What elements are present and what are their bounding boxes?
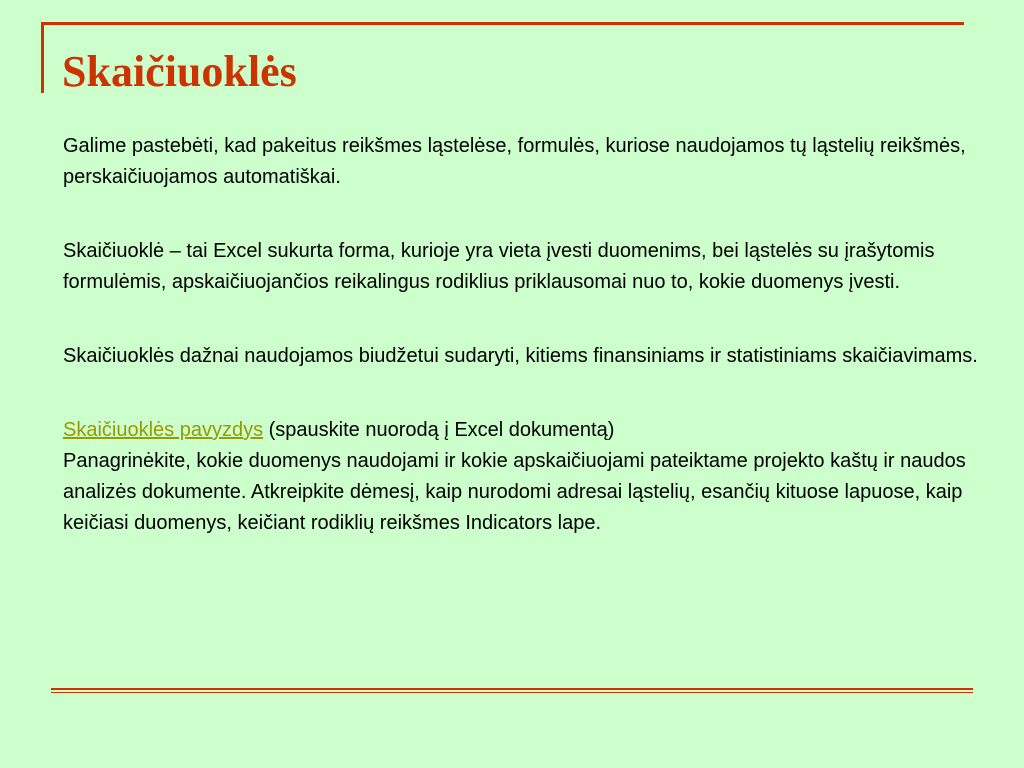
spreadsheet-example-link[interactable]: Skaičiuoklės pavyzdys	[63, 419, 264, 441]
paragraph-spreadsheet-definition: Skaičiuoklė – tai Excel sukurta forma, kurioje yra vieta įvesti duomenims, bei ląstelės su įrašytomis formulėmis, apskaičiuojančios reikalingus rodiklius priklausomai nuo to, kokie duomenys įvesti.	[63, 240, 935, 293]
paragraph-auto-recalculation: Galime pastebėti, kad pakeitus reikšmes ląstelėse, formulės, kuriose naudojamos tų ląstelių reikšmės, perskaičiuojamos automatiškai.	[63, 135, 966, 188]
paragraph-analysis-instructions: Panagrinėkite, kokie duomenys naudojami ir kokie apskaičiuojami pateiktame projekto kaštų ir naudos analizės dokumente. Atkreipkite dėmesį, kaip nurodomi adresai ląstelių, esančių kituose lapuose, kaip keičiasi duomenys, keičiant rodiklių reikšmes Indicators lape.	[63, 450, 966, 534]
example-link-note: (spauskite nuorodą į Excel dokumentą)	[263, 419, 615, 441]
paragraph-spreadsheet-uses: Skaičiuoklės dažnai naudojamos biudžetui sudaryti, kitiems finansiniams ir statistiniams skaičiavimams.	[63, 345, 978, 367]
paragraph-example-link	[63, 415, 983, 446]
title-bracket-top-rule	[41, 22, 964, 25]
title-bracket-left-rule	[41, 22, 44, 93]
footer-rule-thin	[51, 692, 973, 693]
slide-title: Skaičiuoklės	[62, 47, 297, 96]
slide-body	[63, 131, 983, 539]
footer-rule-thick	[51, 688, 973, 690]
